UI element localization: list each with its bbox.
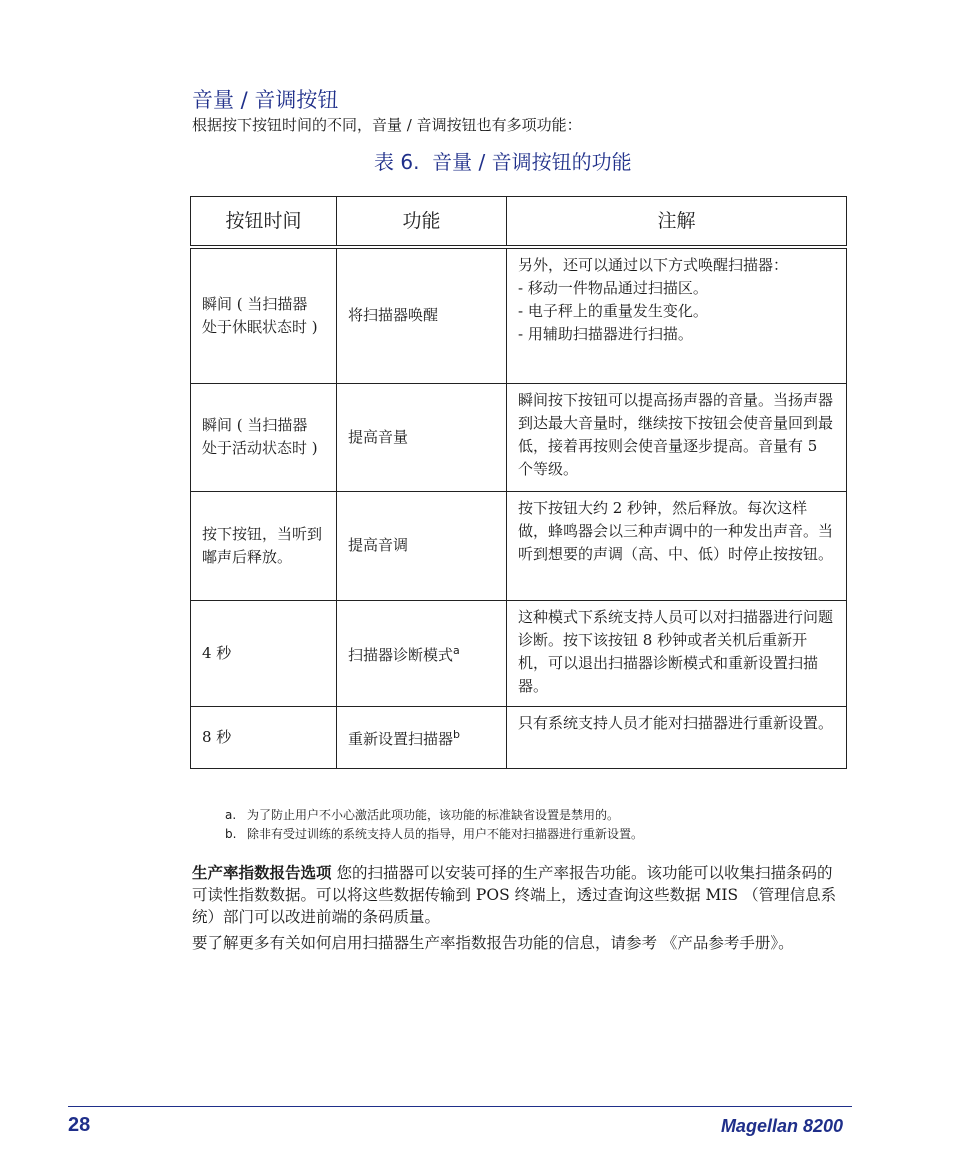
note-line: - 电子秤上的重量发生变化。 xyxy=(518,302,708,320)
cell-time: 瞬间 ( 当扫描器处于休眠状态时 ) xyxy=(191,247,337,383)
header-notes: 注解 xyxy=(507,197,847,248)
cell-notes xyxy=(507,600,847,706)
footnote-ref-a: a xyxy=(453,644,460,657)
function-label: 重新设置扫描器 xyxy=(348,730,454,748)
button-functions-table xyxy=(190,196,847,769)
cell-time: 按下按钮，当听到嘟声后释放。 xyxy=(191,491,337,600)
table-row xyxy=(191,383,847,491)
productivity-heading: 生产率指数报告选项 xyxy=(192,864,332,882)
table-row xyxy=(191,600,847,706)
footnotes xyxy=(225,806,643,844)
section-heading: 音量 / 音调按钮 xyxy=(192,88,339,112)
reference-paragraph: 要了解更多有关如何启用扫描器生产率指数报告功能的信息，请参考 《产品参考手册》。 xyxy=(192,934,794,952)
cell-notes xyxy=(507,491,847,600)
note-line: 另外，还可以通过以下方式唤醒扫描器： xyxy=(518,256,789,274)
footer-rule xyxy=(68,1106,852,1107)
table-caption: 表 6. 音量 / 音调按钮的功能 xyxy=(374,150,632,174)
product-name: Magellan 8200 xyxy=(720,1116,843,1136)
cell-time: 瞬间 ( 当扫描器处于活动状态时 ) xyxy=(191,383,337,491)
table-row xyxy=(191,491,847,600)
cell-function: 提高音调 xyxy=(337,491,507,600)
note-line: - 移动一件物品通过扫描区。 xyxy=(518,279,708,297)
note-line: 按下按钮大约 2 秒钟，然后释放。每次这样做，蜂鸣器会以三种声调中的一种发出声音。当听到想要的声调（高、中、低）时停止按按钮。 xyxy=(518,498,834,563)
cell-function xyxy=(337,600,507,706)
footnote-item xyxy=(225,825,643,844)
cell-function xyxy=(337,706,507,768)
productivity-body: 您的扫描器可以安装可择的生产率报告功能。该功能可以收集扫描条码的可读性指数数据。可以将这些数据传输到 POS 终端上，透过查询这些数据 MIS （管理信息系统）部门可以改进前端的条码质量。 xyxy=(192,864,837,926)
footnote-ref-b: b xyxy=(453,728,460,741)
note-line: 这种模式下系统支持人员可以对扫描器进行问题诊断。按下该按钮 8 秒钟或者关机后重新开机，可以退出扫描器诊断模式和重新设置扫描器。 xyxy=(518,607,834,695)
footnote-mark: a. xyxy=(225,808,237,822)
note-line: 瞬间按下按钮可以提高扬声器的音量。当扬声器到达最大音量时，继续按下按钮会使音量回到最低，接着再按则会使音量逐步提高。音量有 5 个等级。 xyxy=(518,390,834,478)
footnote-text: 为了防止用户不小心激活此项功能，该功能的标准缺省设置是禁用的。 xyxy=(247,808,620,822)
page-number: 28 xyxy=(68,1114,91,1136)
cell-function: 将扫描器唤醒 xyxy=(337,247,507,383)
table-row xyxy=(191,706,847,768)
cell-notes xyxy=(507,706,847,768)
cell-notes xyxy=(507,247,847,383)
cell-time: 8 秒 xyxy=(191,706,337,768)
function-label: 扫描器诊断模式 xyxy=(348,646,454,664)
note-line: - 用辅助扫描器进行扫描。 xyxy=(518,325,693,343)
intro-text: 根据按下按钮时间的不同，音量 / 音调按钮也有多项功能： xyxy=(192,116,582,134)
header-press-time: 按钮时间 xyxy=(191,197,337,248)
table-header-row xyxy=(191,197,847,248)
footnote-item xyxy=(225,806,643,825)
table-row xyxy=(191,247,847,383)
note-line: 只有系统支持人员才能对扫描器进行重新设置。 xyxy=(518,713,834,732)
cell-function: 提高音量 xyxy=(337,383,507,491)
productivity-paragraph xyxy=(192,862,847,928)
cell-notes xyxy=(507,383,847,491)
footnote-text: 除非有受过训练的系统支持人员的指导，用户不能对扫描器进行重新设置。 xyxy=(247,827,644,841)
cell-time: 4 秒 xyxy=(191,600,337,706)
header-function: 功能 xyxy=(337,197,507,248)
footnote-mark: b. xyxy=(225,827,237,841)
